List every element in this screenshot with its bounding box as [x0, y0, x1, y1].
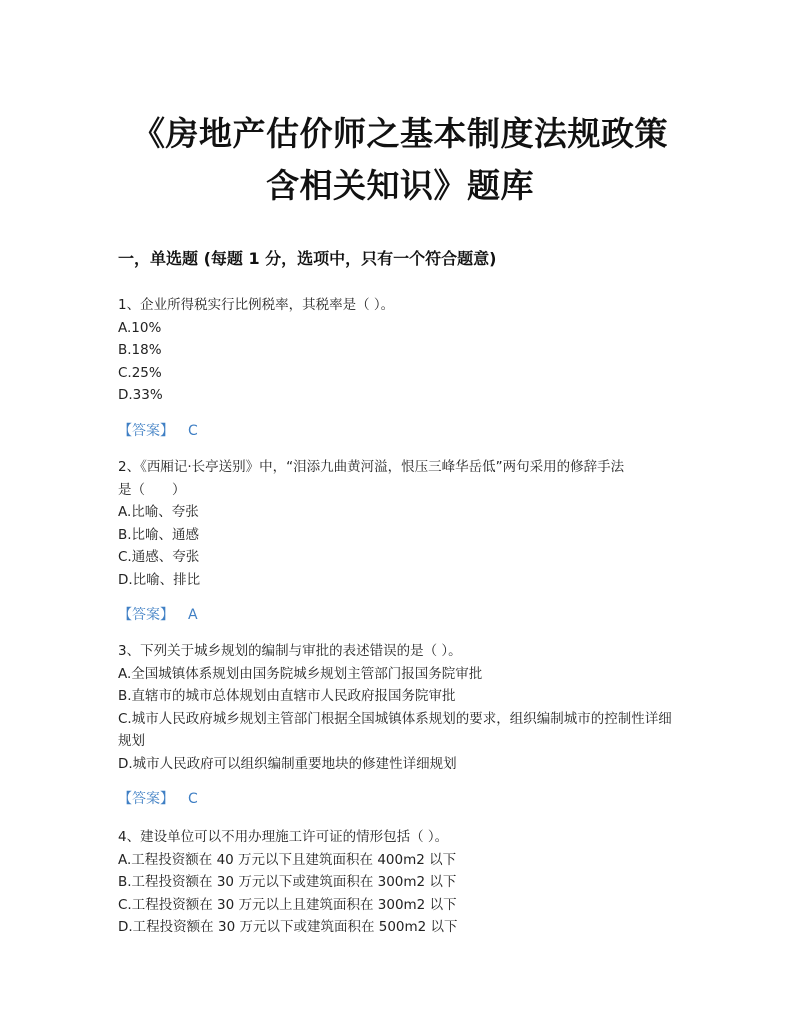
- question-2: [118, 456, 684, 625]
- question-3: [118, 640, 684, 809]
- option-a: A.比喻、夸张: [118, 504, 199, 520]
- question-stem: 4、建设单位可以不用办理施工许可证的情形包括（ ）。: [118, 829, 449, 845]
- option-c: C.城市人民政府城乡规划主管部门根据全国城镇体系规划的要求，组织编制城市的控制性详细规划: [118, 710, 672, 749]
- option-d: D.比喻、排比: [118, 571, 201, 588]
- option-a: A.10%: [118, 319, 162, 336]
- option-c: C.25%: [118, 364, 162, 381]
- option-a: A.全国城镇体系规划由国务院城乡规划主管部门报国务院审批: [118, 665, 483, 682]
- answer-label: 【答案】: [118, 422, 174, 439]
- answer-row: [118, 421, 684, 441]
- answer-label: 【答案】: [118, 791, 174, 807]
- question-stem: 3、下列关于城乡规划的编制与审批的表述错误的是（ ）。: [118, 643, 462, 659]
- option-b: B.比喻、通感: [118, 526, 200, 543]
- option-b: B.工程投资额在 30 万元以下或建筑面积在 300m2 以下: [118, 874, 457, 890]
- answer-value: A: [188, 607, 198, 623]
- answer-value: C: [188, 791, 198, 807]
- answer-label: 【答案】: [118, 607, 174, 623]
- option-a: A.工程投资额在 40 万元以下且建筑面积在 400m2 以下: [118, 851, 457, 868]
- question-4: [118, 826, 684, 939]
- option-b: B.18%: [118, 342, 162, 358]
- question-stem-line2: 是（ ）: [118, 481, 186, 498]
- option-c: C.工程投资额在 30 万元以上且建筑面积在 300m2 以下: [118, 896, 457, 913]
- option-c: C.通感、夸张: [118, 549, 200, 565]
- document-title-line1: 《房地产估价师之基本制度法规政策: [132, 114, 668, 153]
- question-stem: 1、企业所得税实行比例税率，其税率是（ ）。: [118, 297, 395, 313]
- option-b: B.直辖市的城市总体规划由直辖市人民政府报国务院审批: [118, 688, 456, 704]
- answer-row: [118, 789, 684, 809]
- option-d: D.33%: [118, 387, 163, 403]
- option-d: D.工程投资额在 30 万元以下或建筑面积在 500m2 以下: [118, 919, 458, 935]
- section-heading: 一，单选题 (每题 1 分，选项中，只有一个符合题意): [118, 249, 497, 268]
- question-1: [118, 294, 684, 441]
- question-stem-line1: 2、《西厢记·长亭送别》中，“泪添九曲黄河溢，恨压三峰华岳低”两句采用的修辞手法: [118, 459, 625, 475]
- answer-value: C: [188, 422, 198, 439]
- document-title-line2: 含相关知识》题库: [266, 166, 534, 205]
- option-d: D.城市人民政府可以组织编制重要地块的修建性详细规划: [118, 755, 457, 772]
- answer-row: [118, 605, 684, 625]
